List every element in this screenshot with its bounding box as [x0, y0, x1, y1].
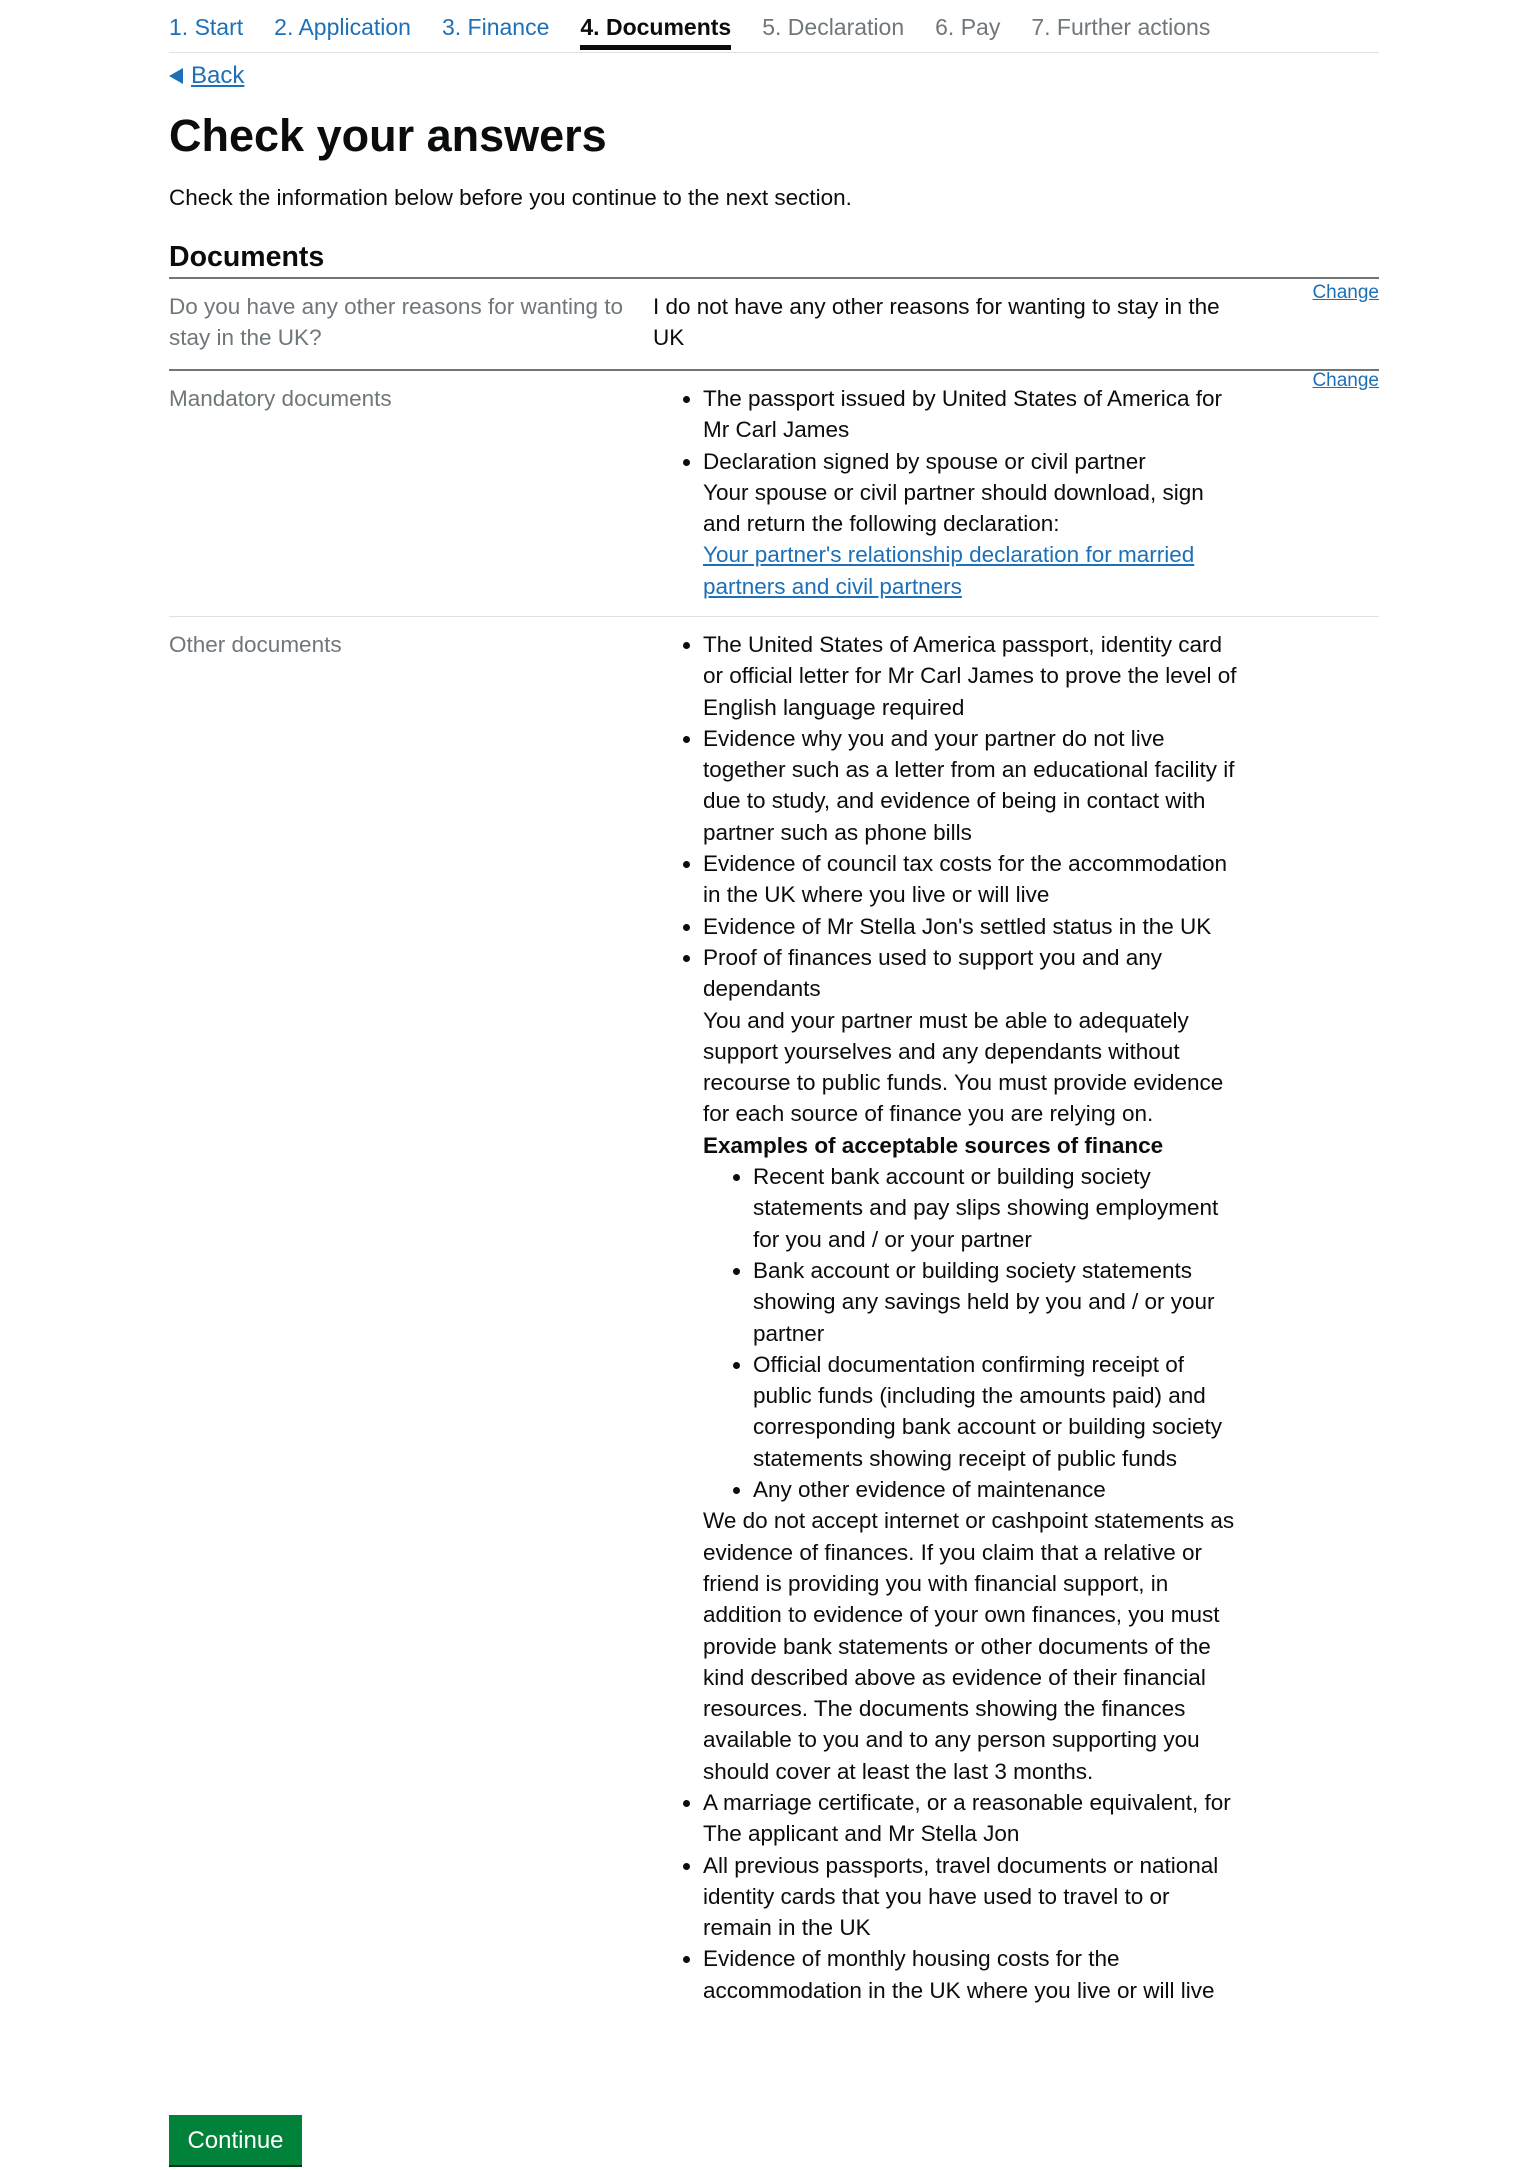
finance-note: You and your partner must be able to adequately support yourselves and any dependants without recourse to public funds. You must provide evidence for each source of finance you are relying on.	[703, 1007, 1224, 1127]
step-navigation	[169, 0, 1379, 53]
finance-examples-list	[703, 1161, 1243, 1505]
mandatory-documents-list	[653, 383, 1243, 602]
list-item: • Any other evidence of maintenance	[753, 1474, 1243, 1505]
examples-heading: Examples of acceptable sources of finance	[703, 1132, 1164, 1158]
step-pay: 6. Pay	[935, 14, 1001, 40]
summary-row-mandatory-documents	[169, 369, 1379, 616]
back-link-label: Back	[191, 62, 245, 89]
continue-button[interactable]: Continue	[169, 2115, 302, 2165]
step-further-actions: 7. Further actions	[1031, 14, 1211, 40]
summary-value	[653, 383, 1243, 602]
finance-footer: We do not accept internet or cashpoint statements as evidence of finances. If you claim that a relative or friend is providing you with financial support, in addition to evidence of your own finances, you must provide bank statements or other documents of the kind described above as evidence of their financial resources. The documents showing the finances available to you and to any person supporting you should cover at least the last 3 months.	[703, 1508, 1235, 1784]
summary-list	[169, 277, 1379, 2037]
page-title: Check your answers	[169, 110, 607, 161]
step-finance[interactable]: 3. Finance	[441, 14, 550, 40]
list-item: • All previous passports, travel documents or national identity cards that you have used to travel to or remain in the UK	[703, 1850, 1243, 1944]
list-item-text: • Declaration signed by spouse or civil partner	[703, 448, 1146, 474]
step-declaration: 5. Declaration	[762, 14, 905, 40]
step-application[interactable]: 2. Application	[274, 14, 411, 40]
back-link[interactable]	[169, 60, 244, 91]
other-documents-list	[653, 629, 1243, 2006]
list-item: • Bank account or building society statements showing any savings held by you and / or your partner	[753, 1255, 1243, 1349]
page-container	[169, 0, 1379, 2003]
list-item: • The United States of America passport, identity card or official letter for Mr Carl James to prove the level of English language required	[703, 629, 1243, 723]
list-item: • Evidence of Mr Stella Jon's settled status in the UK	[703, 911, 1243, 942]
summary-key: Do you have any other reasons for wanting to stay in the UK?	[169, 294, 624, 351]
declaration-download-link[interactable]: Your partner's relationship declaration for married partners and civil partners	[703, 542, 1195, 599]
summary-row-other-reasons	[169, 277, 1379, 369]
declaration-note: Your spouse or civil partner should download, sign and return the following declaration:	[703, 479, 1204, 537]
list-item	[703, 446, 1243, 602]
list-item: • A marriage certificate, or a reasonable equivalent, for The applicant and Mr Stella Jon	[703, 1787, 1243, 1850]
summary-value: I do not have any other reasons for wanting to stay in the UK	[653, 294, 1220, 351]
list-item: • Official documentation confirming receipt of public funds (including the amounts paid) and corresponding bank account or building society statements showing receipt of public funds	[753, 1349, 1243, 1474]
list-item-text: • Proof of finances used to support you and any dependants	[703, 944, 1163, 1002]
change-link-other-reasons[interactable]: Change	[1312, 282, 1379, 303]
section-heading: Documents	[169, 241, 325, 273]
list-item: • Recent bank account or building society statements and pay slips showing employment for you and / or your partner	[753, 1161, 1243, 1255]
step-start[interactable]: 1. Start	[169, 14, 244, 40]
summary-row-other-documents	[169, 616, 1379, 2037]
summary-key: Other documents	[169, 632, 342, 657]
list-item: • Evidence why you and your partner do not live together such as a letter from an educational facility if due to study, and evidence of being in contact with partner such as phone bills	[703, 723, 1243, 848]
list-item: • Evidence of monthly housing costs for the accommodation in the UK where you live or will live	[703, 1943, 1243, 2006]
list-item	[703, 942, 1243, 1787]
list-item: • The passport issued by United States of America for Mr Carl James	[703, 383, 1243, 446]
step-documents: 4. Documents	[580, 12, 731, 50]
change-link-mandatory-documents[interactable]: Change	[1312, 370, 1379, 391]
summary-value	[653, 629, 1243, 2006]
back-arrow-icon	[169, 68, 183, 84]
intro-text: Check the information below before you continue to the next section.	[169, 185, 852, 210]
list-item: • Evidence of council tax costs for the accommodation in the UK where you live or will live	[703, 848, 1243, 911]
summary-key: Mandatory documents	[169, 386, 392, 411]
